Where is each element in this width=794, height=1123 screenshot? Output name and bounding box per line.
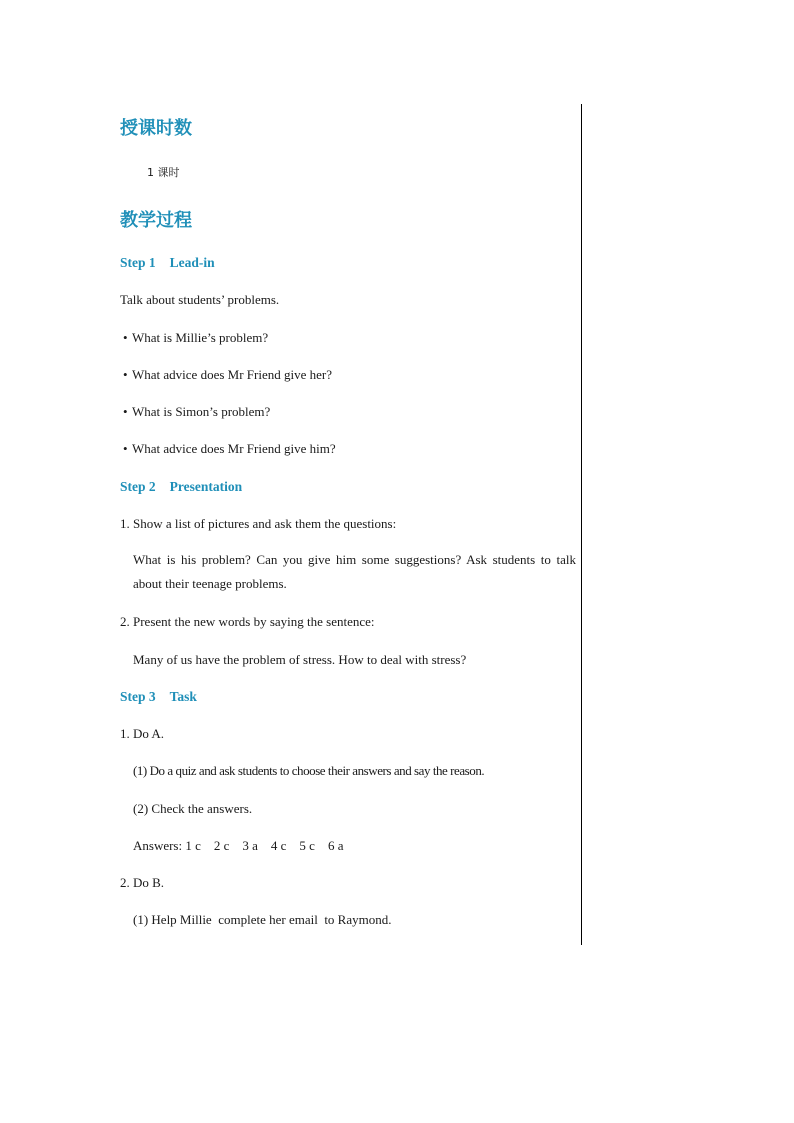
class-hours-heading: 授课时数 <box>120 118 192 139</box>
teaching-process-heading: 教学过程 <box>120 210 192 231</box>
step1-heading <box>120 255 215 271</box>
step2-label: Step 2 <box>120 479 156 494</box>
step3-item-1a: (1) Do a quiz and ask students to choose their answers and say the reason. <box>133 763 485 778</box>
step3-answers: Answers: 1 c 2 c 3 a 4 c 5 c 6 a <box>133 838 344 853</box>
step1-bullet-2: • What advice does Mr Friend give her? <box>120 367 332 383</box>
step1-intro: Talk about students’ problems. <box>120 292 280 307</box>
step1-title: Lead-in <box>169 255 215 270</box>
step1-bullet-1: • What is Millie’s problem? <box>120 330 268 346</box>
step2-item-1: 1. Show a list of pictures and ask them the questions: <box>120 516 397 531</box>
step3-item-1: 1. Do A. <box>120 726 165 741</box>
class-hours-value: 1 课时 <box>147 166 180 179</box>
step2-item-1-detail: What is his problem? Can you give him some suggestions? Ask students to talk about their teenage problems. <box>133 552 576 591</box>
step3-item-2: 2. Do B. <box>120 875 165 890</box>
step2-item-2-detail: Many of us have the problem of stress. How to deal with stress? <box>133 652 467 667</box>
step1-label: Step 1 <box>120 255 156 270</box>
step3-item-2a: (1) Help Millie complete her email to Raymond. <box>133 912 392 927</box>
step3-label: Step 3 <box>120 689 156 704</box>
step2-title: Presentation <box>169 479 243 494</box>
right-border-line <box>581 104 582 945</box>
step2-heading <box>120 479 242 495</box>
step3-heading <box>120 689 197 705</box>
step3-title: Task <box>169 689 197 704</box>
step3-item-1b: (2) Check the answers. <box>133 801 253 816</box>
step2-item-2: 2. Present the new words by saying the sentence: <box>120 614 375 629</box>
step1-bullet-4: • What advice does Mr Friend give him? <box>120 441 336 457</box>
step1-bullet-3: • What is Simon’s problem? <box>120 404 270 420</box>
